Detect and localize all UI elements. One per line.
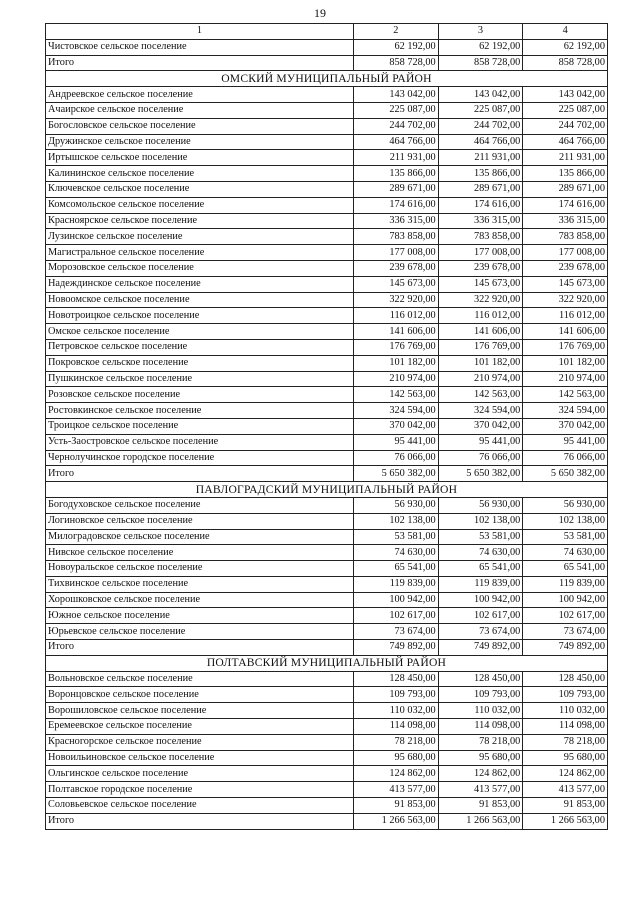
amount-cell: 102 138,00 [354,513,439,529]
table-row [46,734,608,750]
table-row [46,798,608,814]
amount-cell: 101 182,00 [354,355,439,371]
amount-cell: 336 315,00 [354,213,439,229]
amount-cell: 53 581,00 [354,529,439,545]
amount-cell: 749 892,00 [523,640,608,656]
amount-cell: 336 315,00 [438,213,523,229]
table-row [46,87,608,103]
settlement-name: Тихвинское сельское поселение [46,576,354,592]
table-row [46,339,608,355]
amount-cell: 244 702,00 [438,118,523,134]
table-row [46,719,608,735]
amount-cell: 370 042,00 [354,418,439,434]
amount-cell: 128 450,00 [354,671,439,687]
settlement-name: Богословское сельское поселение [46,118,354,134]
amount-cell: 109 793,00 [438,687,523,703]
amount-cell: 370 042,00 [438,418,523,434]
table-row [46,355,608,371]
settlement-name: Красногорское сельское поселение [46,734,354,750]
amount-cell: 464 766,00 [354,134,439,150]
amount-cell: 56 930,00 [438,497,523,513]
amount-cell: 56 930,00 [523,497,608,513]
table-row [46,39,608,55]
amount-cell: 116 012,00 [438,308,523,324]
amount-cell: 322 920,00 [523,292,608,308]
amount-cell: 322 920,00 [438,292,523,308]
amount-cell: 413 577,00 [523,782,608,798]
amount-cell: 124 862,00 [523,766,608,782]
settlement-name: Вольновское сельское поселение [46,671,354,687]
column-header: 3 [438,24,523,40]
amount-cell: 114 098,00 [523,719,608,735]
table-row [46,624,608,640]
amount-cell: 324 594,00 [354,403,439,419]
amount-cell: 239 678,00 [354,260,439,276]
table-row [46,687,608,703]
budget-table-body [46,24,608,830]
amount-cell: 5 650 382,00 [523,466,608,482]
settlement-name: Покровское сельское поселение [46,355,354,371]
amount-cell: 73 674,00 [438,624,523,640]
table-row [46,418,608,434]
section-title: ПОЛТАВСКИЙ МУНИЦИПАЛЬНЫЙ РАЙОН [46,655,608,671]
amount-cell: 114 098,00 [438,719,523,735]
table-row [46,671,608,687]
settlement-name: Магистральное сельское поселение [46,245,354,261]
amount-cell: 289 671,00 [438,181,523,197]
amount-cell: 119 839,00 [523,576,608,592]
amount-cell: 102 617,00 [354,608,439,624]
table-row [46,229,608,245]
amount-cell: 1 266 563,00 [354,813,439,829]
amount-cell: 62 192,00 [523,39,608,55]
amount-cell: 62 192,00 [354,39,439,55]
amount-cell: 110 032,00 [354,703,439,719]
column-header: 4 [523,24,608,40]
amount-cell: 135 866,00 [354,166,439,182]
amount-cell: 62 192,00 [438,39,523,55]
table-row [46,434,608,450]
amount-cell: 116 012,00 [354,308,439,324]
amount-cell: 95 680,00 [523,750,608,766]
settlement-name: Полтавское городское поселение [46,782,354,798]
total-row [46,640,608,656]
amount-cell: 74 630,00 [438,545,523,561]
amount-cell: 783 858,00 [354,229,439,245]
amount-cell: 141 606,00 [523,324,608,340]
settlement-name: Комсомольское сельское поселение [46,197,354,213]
table-row [46,308,608,324]
budget-table [45,23,608,830]
amount-cell: 142 563,00 [354,387,439,403]
settlement-name: Андреевское сельское поселение [46,87,354,103]
total-row [46,466,608,482]
amount-cell: 244 702,00 [354,118,439,134]
amount-cell: 464 766,00 [438,134,523,150]
table-row [46,750,608,766]
table-row [46,703,608,719]
table-row [46,576,608,592]
settlement-name: Милоградовское сельское поселение [46,529,354,545]
table-row [46,102,608,118]
section-title: ОМСКИЙ МУНИЦИПАЛЬНЫЙ РАЙОН [46,71,608,87]
amount-cell: 102 617,00 [438,608,523,624]
amount-cell: 65 541,00 [438,561,523,577]
settlement-name: Омское сельское поселение [46,324,354,340]
amount-cell: 91 853,00 [523,798,608,814]
amount-cell: 110 032,00 [523,703,608,719]
settlement-name: Южное сельское поселение [46,608,354,624]
amount-cell: 177 008,00 [354,245,439,261]
settlement-name: Дружинское сельское поселение [46,134,354,150]
settlement-name: Соловьевское сельское поселение [46,798,354,814]
table-row [46,450,608,466]
amount-cell: 74 630,00 [523,545,608,561]
amount-cell: 95 441,00 [438,434,523,450]
settlement-name: Хорошковское сельское поселение [46,592,354,608]
amount-cell: 142 563,00 [438,387,523,403]
page-number: 19 [314,6,326,20]
section-header-row [46,482,608,498]
amount-cell: 1 266 563,00 [523,813,608,829]
table-row [46,166,608,182]
amount-cell: 76 066,00 [438,450,523,466]
amount-cell: 1 266 563,00 [438,813,523,829]
table-row [46,213,608,229]
amount-cell: 145 673,00 [438,276,523,292]
amount-cell: 102 617,00 [523,608,608,624]
amount-cell: 324 594,00 [438,403,523,419]
amount-cell: 78 218,00 [438,734,523,750]
table-header-row [46,24,608,40]
settlement-name: Ачаирское сельское поселение [46,102,354,118]
total-label: Итого [46,813,354,829]
settlement-name: Новотроицкое сельское поселение [46,308,354,324]
table-row [46,529,608,545]
settlement-name: Чистовское сельское поселение [46,39,354,55]
amount-cell: 91 853,00 [438,798,523,814]
amount-cell: 124 862,00 [354,766,439,782]
amount-cell: 128 450,00 [438,671,523,687]
settlement-name: Юрьевское сельское поселение [46,624,354,640]
settlement-name: Троицкое сельское поселение [46,418,354,434]
table-row [46,766,608,782]
settlement-name: Усть-Заостровское сельское поселение [46,434,354,450]
amount-cell: 225 087,00 [438,102,523,118]
amount-cell: 322 920,00 [354,292,439,308]
amount-cell: 783 858,00 [523,229,608,245]
settlement-name: Новоомское сельское поселение [46,292,354,308]
table-row [46,260,608,276]
amount-cell: 177 008,00 [438,245,523,261]
amount-cell: 143 042,00 [438,87,523,103]
amount-cell: 91 853,00 [354,798,439,814]
amount-cell: 101 182,00 [523,355,608,371]
amount-cell: 5 650 382,00 [354,466,439,482]
amount-cell: 114 098,00 [354,719,439,735]
amount-cell: 225 087,00 [523,102,608,118]
amount-cell: 174 616,00 [354,197,439,213]
amount-cell: 174 616,00 [438,197,523,213]
settlement-name: Лузинское сельское поселение [46,229,354,245]
table-row [46,513,608,529]
amount-cell: 239 678,00 [438,260,523,276]
settlement-name: Морозовское сельское поселение [46,260,354,276]
amount-cell: 176 769,00 [354,339,439,355]
amount-cell: 145 673,00 [523,276,608,292]
table-row [46,276,608,292]
amount-cell: 210 974,00 [354,371,439,387]
amount-cell: 109 793,00 [354,687,439,703]
amount-cell: 370 042,00 [523,418,608,434]
amount-cell: 95 680,00 [354,750,439,766]
table-row [46,134,608,150]
amount-cell: 174 616,00 [523,197,608,213]
amount-cell: 413 577,00 [438,782,523,798]
amount-cell: 135 866,00 [438,166,523,182]
amount-cell: 783 858,00 [438,229,523,245]
amount-cell: 176 769,00 [523,339,608,355]
amount-cell: 100 942,00 [523,592,608,608]
settlement-name: Новоуральское сельское поселение [46,561,354,577]
settlement-name: Ворошиловское сельское поселение [46,703,354,719]
amount-cell: 858 728,00 [438,55,523,71]
settlement-name: Логиновское сельское поселение [46,513,354,529]
settlement-name: Пушкинское сельское поселение [46,371,354,387]
amount-cell: 143 042,00 [354,87,439,103]
column-header: 1 [46,24,354,40]
amount-cell: 74 630,00 [354,545,439,561]
amount-cell: 102 138,00 [523,513,608,529]
total-row [46,55,608,71]
amount-cell: 177 008,00 [523,245,608,261]
amount-cell: 225 087,00 [354,102,439,118]
amount-cell: 336 315,00 [523,213,608,229]
total-label: Итого [46,466,354,482]
settlement-name: Нивское сельское поселение [46,545,354,561]
amount-cell: 239 678,00 [523,260,608,276]
amount-cell: 95 441,00 [523,434,608,450]
amount-cell: 124 862,00 [438,766,523,782]
table-row [46,292,608,308]
amount-cell: 858 728,00 [354,55,439,71]
amount-cell: 119 839,00 [354,576,439,592]
amount-cell: 464 766,00 [523,134,608,150]
amount-cell: 413 577,00 [354,782,439,798]
amount-cell: 102 138,00 [438,513,523,529]
table-row [46,181,608,197]
settlement-name: Петровское сельское поселение [46,339,354,355]
column-header: 2 [354,24,439,40]
table-row [46,561,608,577]
settlement-name: Ключевское сельское поселение [46,181,354,197]
settlement-name: Калининское сельское поселение [46,166,354,182]
amount-cell: 110 032,00 [438,703,523,719]
amount-cell: 101 182,00 [438,355,523,371]
table-row [46,545,608,561]
table-row [46,403,608,419]
amount-cell: 53 581,00 [523,529,608,545]
amount-cell: 749 892,00 [438,640,523,656]
settlement-name: Новоильиновское сельское поселение [46,750,354,766]
amount-cell: 78 218,00 [354,734,439,750]
table-row [46,387,608,403]
amount-cell: 116 012,00 [523,308,608,324]
amount-cell: 65 541,00 [354,561,439,577]
table-row [46,150,608,166]
amount-cell: 5 650 382,00 [438,466,523,482]
amount-cell: 56 930,00 [354,497,439,513]
amount-cell: 135 866,00 [523,166,608,182]
table-row [46,782,608,798]
table-row [46,197,608,213]
amount-cell: 210 974,00 [438,371,523,387]
amount-cell: 211 931,00 [354,150,439,166]
amount-cell: 109 793,00 [523,687,608,703]
section-title: ПАВЛОГРАДСКИЙ МУНИЦИПАЛЬНЫЙ РАЙОН [46,482,608,498]
section-header-row [46,655,608,671]
amount-cell: 95 680,00 [438,750,523,766]
amount-cell: 119 839,00 [438,576,523,592]
amount-cell: 100 942,00 [354,592,439,608]
amount-cell: 244 702,00 [523,118,608,134]
amount-cell: 211 931,00 [438,150,523,166]
settlement-name: Иртышское сельское поселение [46,150,354,166]
section-header-row [46,71,608,87]
amount-cell: 858 728,00 [523,55,608,71]
settlement-name: Ольгинское сельское поселение [46,766,354,782]
amount-cell: 100 942,00 [438,592,523,608]
amount-cell: 289 671,00 [354,181,439,197]
amount-cell: 65 541,00 [523,561,608,577]
total-label: Итого [46,55,354,71]
amount-cell: 95 441,00 [354,434,439,450]
amount-cell: 143 042,00 [523,87,608,103]
amount-cell: 76 066,00 [354,450,439,466]
amount-cell: 145 673,00 [354,276,439,292]
settlement-name: Богодуховское сельское поселение [46,497,354,513]
amount-cell: 76 066,00 [523,450,608,466]
amount-cell: 141 606,00 [438,324,523,340]
table-row [46,371,608,387]
amount-cell: 78 218,00 [523,734,608,750]
table-row [46,592,608,608]
amount-cell: 73 674,00 [523,624,608,640]
amount-cell: 73 674,00 [354,624,439,640]
amount-cell: 53 581,00 [438,529,523,545]
amount-cell: 324 594,00 [523,403,608,419]
amount-cell: 176 769,00 [438,339,523,355]
table-row [46,245,608,261]
settlement-name: Надеждинское сельское поселение [46,276,354,292]
table-row [46,118,608,134]
table-row [46,324,608,340]
settlement-name: Красноярское сельское поселение [46,213,354,229]
table-row [46,608,608,624]
settlement-name: Еремеевское сельское поселение [46,719,354,735]
total-row [46,813,608,829]
amount-cell: 128 450,00 [523,671,608,687]
amount-cell: 289 671,00 [523,181,608,197]
amount-cell: 211 931,00 [523,150,608,166]
amount-cell: 141 606,00 [354,324,439,340]
settlement-name: Розовское сельское поселение [46,387,354,403]
amount-cell: 749 892,00 [354,640,439,656]
settlement-name: Чернолучинское городское поселение [46,450,354,466]
settlement-name: Ростовкинское сельское поселение [46,403,354,419]
amount-cell: 210 974,00 [523,371,608,387]
total-label: Итого [46,640,354,656]
amount-cell: 142 563,00 [523,387,608,403]
settlement-name: Воронцовское сельское поселение [46,687,354,703]
table-row [46,497,608,513]
